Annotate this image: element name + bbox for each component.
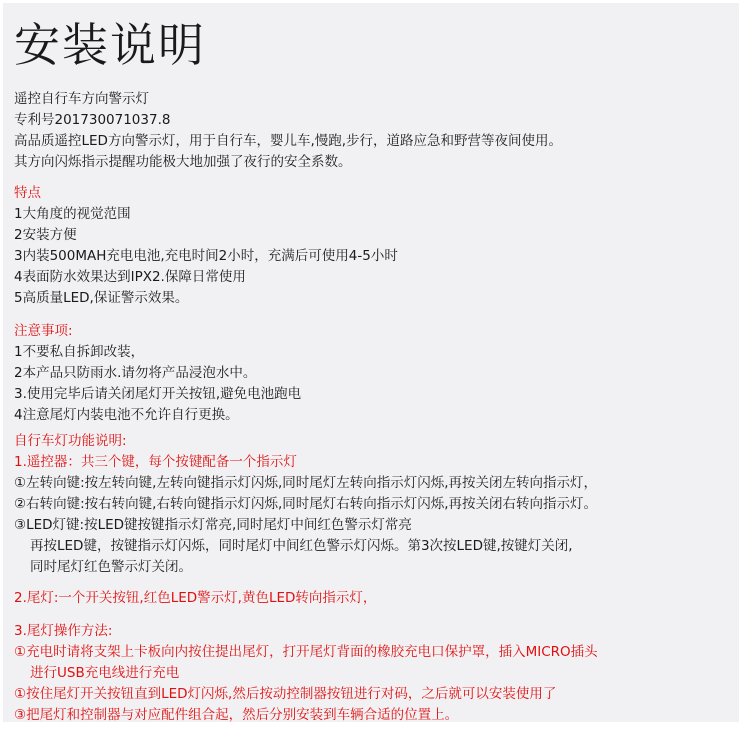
intro-line: 专利号201730071037.8 — [14, 112, 171, 128]
operation-item: ①充电时请将支架上卡板向内按住提出尾灯，打开尾灯背面的橡胶充电口保护罩，插入MICRO插头 — [14, 644, 598, 660]
note-item: 1不要私自拆卸改装， — [14, 344, 145, 360]
feature-item: 2安装方便 — [14, 227, 77, 243]
operation-item: ①按住尾灯开关按钮直到LED灯闪烁,然后按动控制器按钮进行对码，之后就可以安装使用了 — [14, 686, 557, 702]
features-section — [14, 183, 739, 309]
intro-section — [14, 89, 739, 173]
note-item: 2本产品只防雨水.请勿将产品浸泡水中。 — [14, 365, 257, 381]
feature-item: 4表面防水效果达到IPX2.保障日常使用 — [14, 269, 246, 285]
operation-section — [14, 621, 739, 726]
functions-heading: 自行车灯功能说明: — [14, 433, 127, 449]
functions-section — [14, 431, 739, 609]
page-title: 安装说明 — [14, 18, 206, 72]
note-item: 4注意尾灯内装电池不允许自行更换。 — [14, 407, 239, 423]
remote-item-continued: 再按LED键，按键指示灯闪烁，同时尾灯中间红色警示灯闪烁。第3次按LED键,按键灯关闭, — [30, 538, 573, 554]
operation-heading: 3.尾灯操作方法: — [14, 623, 113, 639]
notes-heading: 注意事项: — [14, 323, 73, 339]
taillight-description: 2.尾灯:一个开关按钮,红色LED警示灯,黄色LED转向指示灯， — [14, 590, 377, 606]
operation-item-continued: 进行USB充电线进行充电 — [30, 665, 180, 681]
remote-item: ③LED灯键:按LED键按键指示灯常亮,同时尾灯中间红色警示灯常亮 — [14, 517, 412, 533]
operation-item: ③把尾灯和控制器与对应配件组合起，然后分别安装到车辆合适的位置上。 — [14, 707, 459, 723]
features-heading: 特点 — [14, 185, 41, 201]
remote-item-continued: 同时尾灯红色警示灯关闭。 — [30, 559, 192, 575]
remote-heading: 1.遥控器：共三个键，每个按键配备一个指示灯 — [14, 454, 297, 470]
note-item: 3.使用完毕后请关闭尾灯开关按钮,避免电池跑电 — [14, 386, 302, 402]
intro-line: 高品质遥控LED方向警示灯，用于自行车，婴儿车,慢跑,步行，道路应急和野营等夜间使用。 — [14, 133, 563, 149]
remote-item: ①左转向键:按左转向键,左转向键指示灯闪烁,同时尾灯左转向指示灯闪烁,再按关闭左转向指示灯， — [14, 475, 598, 491]
remote-item: ②右转向键:按右转向键,右转向键指示灯闪烁,同时尾灯右转向指示灯闪烁,再按关闭右转向指示灯。 — [14, 496, 598, 512]
feature-item: 3内装500MAH充电电池,充电时间2小时，充满后可使用4-5小时 — [14, 248, 398, 264]
intro-line: 其方向闪烁指示提醒功能极大地加强了夜行的安全系数。 — [14, 154, 352, 170]
notes-section — [14, 321, 739, 426]
instruction-page — [3, 3, 739, 722]
feature-item: 1大角度的视觉范围 — [14, 206, 131, 222]
intro-line: 遥控自行车方向警示灯 — [14, 91, 149, 107]
feature-item: 5高质量LED,保证警示效果。 — [14, 290, 189, 306]
